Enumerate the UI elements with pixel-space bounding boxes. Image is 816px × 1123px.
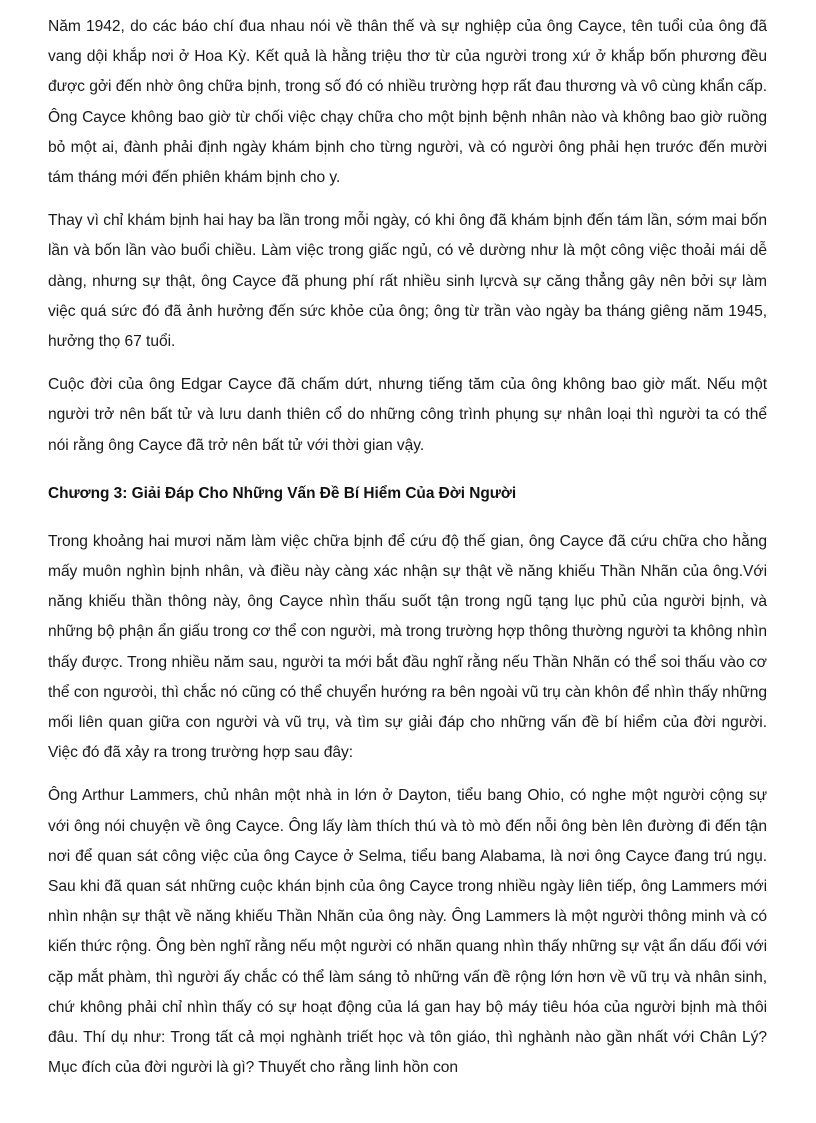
paragraph-workload: Thay vì chỉ khám bịnh hai hay ba lần trong mỗi ngày, có khi ông đã khám bịnh đến tám lần, sớm mai bốn lần và bốn lần vào buổi chiều. Làm việc trong giấc ngủ, có vẻ dường như là một công việc thoải mái dễ dàng, nhưng sự thật, ông Cayce đã phung phí rất nhiều sinh lựcvà sự căng thẳng gây nên bởi sự làm việc quá sức đó đã ảnh hưởng đến sức khỏe của ông; ông từ trần vào ngày ba tháng giêng năm 1945, hưởng thọ 67 tuổi. [48, 212, 767, 351]
paragraph-arthur-lammers: Ông Arthur Lammers, chủ nhân một nhà in lớn ở Dayton, tiểu bang Ohio, có nghe một người cộng sự với ông nói chuyện về ông Cayce. Ông lấy làm thích thú và tò mò đến nỗi ông bèn lên đường đi đến tận nơi để quan sát công việc của ông Cayce ở Selma, tiểu bang Alabama, là nơi ông Cayce đang trú ngụ. Sau khi đã quan sát những cuộc khán bịnh của ông Cayce trong nhiều ngày liên tiếp, ông Lammers mới nhìn nhận sự thật về năng khiếu Thần Nhãn của ông này. Ông Lammers là một người thông minh và có kiến thức rộng. Ông bèn nghĩ rằng nếu một người có nhãn quang nhìn thấy những sự vật ẩn dấu đối với cặp mắt phàm, thì người ấy chắc có thể làm sáng tỏ những vấn đề rộng lớn hơn về vũ trụ và nhân sinh, chứ không phải chỉ nhìn thấy có sự hoạt động của lá gan hay bộ máy tiêu hóa của người bịnh mà thôi đâu. Thí dụ như: Trong tất cả mọi nghành triết học và tôn giáo, thì nghành nào gần nhất với Chân Lý? Mục đích của đời người là gì? Thuyết cho rằng linh hồn con [48, 787, 767, 1077]
chapter-heading: Chương 3: Giải Đáp Cho Những Vấn Đề Bí Hiểm Của Đời Người [48, 484, 517, 502]
paragraph-fame-1942: Năm 1942, do các báo chí đua nhau nói về thân thế và sự nghiệp của ông Cayce, tên tuổi của ông đã vang dội khắp nơi ở Hoa Kỳ. Kết quả là hằng triệu thơ từ của người trong xứ ở khắp bốn phương đều được gởi đến nhờ ông chữa bịnh, trong số đó có nhiều trường hợp rất đau thương và vô cùng khẩn cấp. Ông Cayce không bao giờ từ chối việc chạy chữa cho một bịnh bệnh nhân nào và không bao giờ ruồng bỏ một ai, đành phải định ngày khám bịnh cho từng người, và có người ông phải hẹn trước đến mười tám tháng mới đến phiên khám bịnh cho y. [48, 18, 767, 187]
document-page [48, 12, 767, 1097]
paragraph-legacy: Cuộc đời của ông Edgar Cayce đã chấm dứt, nhưng tiếng tăm của ông không bao giờ mất. Nếu một người trở nên bất tử và lưu danh thiên cổ do những công trình phụng sự nhân loại thì người ta có thể nói rằng ông Cayce đã trở nên bất tử với thời gian vậy. [48, 376, 767, 454]
paragraph-divine-eye: Trong khoảng hai mươi năm làm việc chữa bịnh để cứu độ thế gian, ông Cayce đã cứu chữa cho hằng mấy muôn nghìn bịnh nhân, và điều này càng xác nhận sự thật về năng khiếu Thần Nhãn của ông.Với năng khiếu thần thông này, ông Cayce nhìn thấu suốt tận trong ngũ tạng lục phủ của người bịnh, và những bộ phận ẩn giấu trong cơ thể con người, mà trong trường hợp thông thường người ta không nhìn thấy được. Trong nhiều năm sau, người ta mới bắt đầu nghĩ rằng nếu Thần Nhãn có thể soi thấu vào cơ thể con ngươòi, thì chắc nó cũng có thể chuyển hướng ra bên ngoài vũ trụ càn khôn để nhìn thấy những mối liên quan giữa con người và vũ trụ, và tìm sự giải đáp cho những vấn đề bí hiểm của đời người. Việc đó đã xảy ra trong trường hợp sau đây: [48, 532, 767, 762]
